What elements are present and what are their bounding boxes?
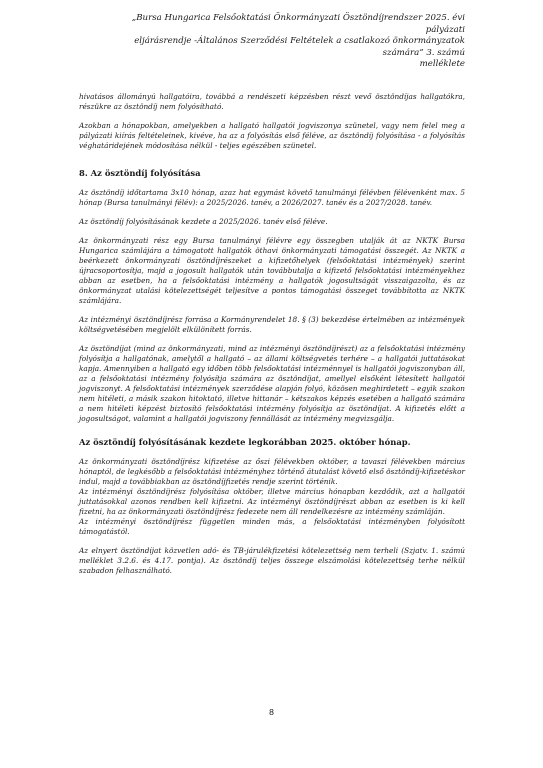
header-line-2: eljárásrendje -Általános Szerződési Feltételek a csatlakozó önkormányzatok számára” 3. számú <box>134 36 465 58</box>
paragraph: hivatásos állományú hallgatóira, továbbá a rendészeti képzésben részt vevő ösztöndíjas hallgatókra, részükre az ösztöndíj nem folyósítható. <box>79 92 465 111</box>
paragraph: Az intézményi ösztöndíjrész független minden más, a felsőoktatási intézményben folyósított támogatástól. <box>79 517 465 536</box>
paragraph: Az ösztöndíjat (mind az önkormányzati, mind az intézményi ösztöndíjrészt) az a felsőoktatási intézmény folyósítja a hallgatónak, amelytől a hallgató – az állami költségvetés terhére – a hallgatói juttatásokat kapja. Amennyiben a hallgató egy időben több felsőoktatási intézménnyel is hallgatói jogviszonyban áll, az a felsőoktatási intézmény folyósítja számára az ösztöndíjat, amellyel elsőként létesített hallgatói jogviszonyt. A felsőoktatási intézmények szerződése alapján folyó, közösen meghirdetett – egyik szakon nem hitéleti, a másik szakon hitoktató, illetve hittanár – kétszakos képzés esetében a hallgató számára a nem hitéleti képzést biztosító felsőoktatási intézmény folyósítja az ösztöndíjat. A kifizetés előtt a jogosultságot, valamint a hallgatói jogviszony fennállását az intézmény megvizsgálja. <box>79 344 465 423</box>
paragraph: Az ösztöndíj folyósításának kezdete a 2025/2026. tanév első féléve. <box>79 217 328 226</box>
paragraph: Azokban a hónapokban, amelyekben a hallgató hallgatói jogviszonya szünetel, vagy nem felel meg a pályázati kiírás feltételeinek, kivéve, ha az a folyósítás első féléve, az ösztöndíj folyósítása - a folyósítás véghatáridejének módosítása nélkül - teljes egészében szünetel. <box>79 121 465 150</box>
header-line-1: „Bursa Hungarica Felsőoktatási Önkormányzati Ösztöndíjrendszer 2025. évi pályázati <box>131 13 465 35</box>
subsection-heading: Az ösztöndíj folyósításának kezdete legkorábban 2025. október hónap. <box>79 437 411 447</box>
paragraph: Az intézményi ösztöndíjrész forrása a Kormányrendelet 18. § (3) bekezdése értelmében az intézmények költségvetésében megjelölt elkülönített forrás. <box>79 315 465 334</box>
page-number: 8 <box>269 707 274 717</box>
section-heading: 8. Az ösztöndíj folyósítása <box>79 168 201 178</box>
paragraph: Az elnyert ösztöndíjat közvetlen adó- és TB-járulékfizetési kötelezettség nem terheli (Szjatv. 1. számú melléklet 3.2.6. és 4.17. pontja). Az ösztöndíj teljes összege elszámolási kötelezettség terhe nélkül szabadon felhasználható. <box>79 546 465 575</box>
paragraph: Az intézményi ösztöndíjrész folyósítása október, illetve március hónapban kezdődik, azt a hallgatói juttatásokkal azonos rendben kell kifizetni. Az intézményi ösztöndíjrészt abban az esetben is ki kell fizetni, ha az önkormányzati ösztöndíjrész fedezete nem áll rendelkezésre az intézmény számláján. <box>79 487 465 516</box>
paragraph: Az ösztöndíj időtartama 3x10 hónap, azaz hat egymást követő tanulmányi félévben félévenként max. 5 hónap (Bursa tanulmányi félév): a 2025/2026. tanév, a 2026/2027. tanév és a 2027/2028. tanév. <box>79 188 465 207</box>
paragraph: Az önkormányzati rész egy Bursa tanulmányi félévre egy összegben utalják át az NKTK Bursa Hungarica számlájára a támogatott hallgatók öthavi önkormányzati támogatási összegét. Az NKTK a beérkezett önkormányzati ösztöndíjrészeket a kifizetőhelyek (felsőoktatási intézmények) szerint újracsoportosítja, majd a jogosult hallgatók után továbbutalja a kifizető felsőoktatási intézményekhez abban az esetben, ha a felsőoktatási intézmény a hallgatók jogosultságát visszaigazolta, és az önkormányzat utalási kötelezettségét teljesítve a pontos támogatási összeget továbbította az NKTK számlájára. <box>79 236 465 305</box>
paragraph: Az önkormányzati ösztöndíjrész kifizetése az őszi félévekben október, a tavaszi félévekben március hónaptól, de legkésőbb a felsőoktatási intézményhez történő átutalást követő első ösztöndíj-kifizetéskor indul, majd a továbbiakban az ösztöndíjfizetés rendje szerint történik. <box>79 457 465 486</box>
header-line-3: melléklete <box>419 59 465 70</box>
running-header <box>100 13 465 71</box>
document-body <box>79 92 465 585</box>
